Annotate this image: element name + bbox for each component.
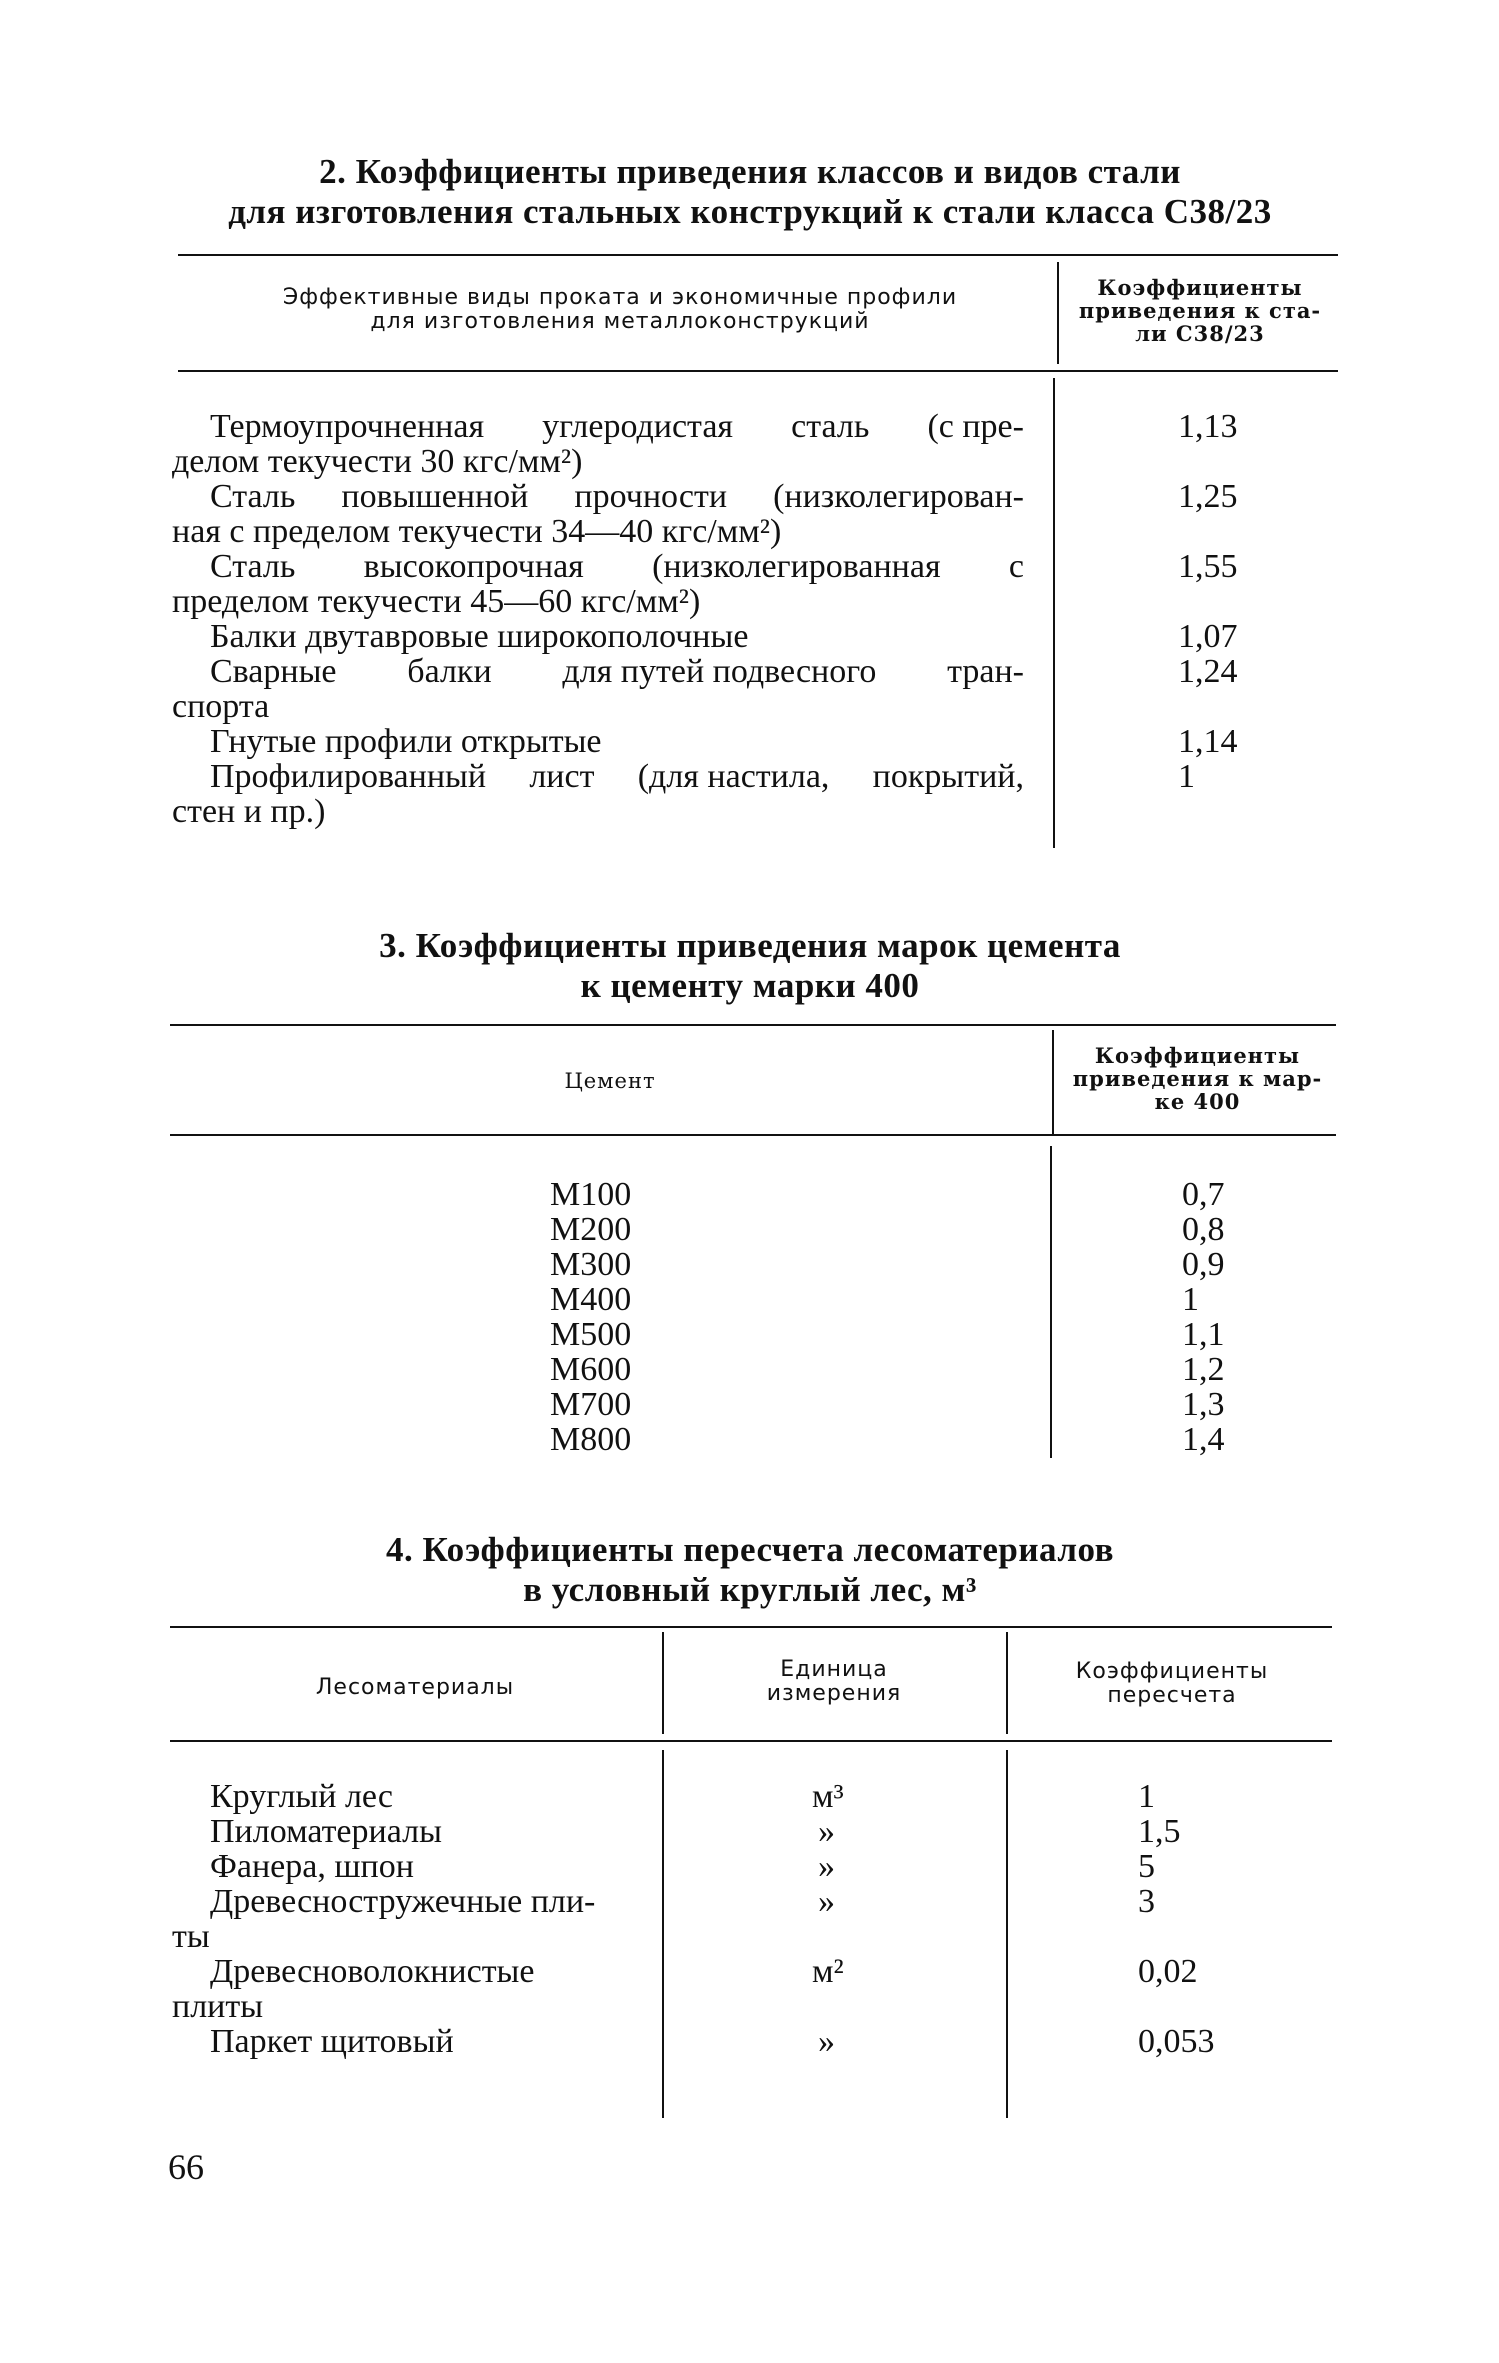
table3-caption-line2: к цементу марки 400 (580, 966, 920, 1005)
table3-value: 0,7 (1182, 1176, 1225, 1213)
table4-row: Паркет щитовый (210, 2023, 454, 2060)
table2-top-rule (178, 254, 1338, 256)
table3-body-divider (1050, 1146, 1052, 1458)
table2-value: 1,14 (1178, 723, 1238, 760)
table2-row: Балки двутавровые широкополочные (210, 618, 749, 655)
table2-header-col2-line1: Коэффициенты (1097, 275, 1303, 300)
table3-header-divider (1052, 1030, 1054, 1134)
table3-caption (170, 926, 1330, 1006)
table3-value: 1 (1182, 1281, 1199, 1318)
table4-header-col3-line2: пересчета (1107, 1683, 1237, 1708)
table4-unit: » (818, 2023, 835, 2060)
table3-top-rule (170, 1024, 1336, 1026)
page-number: 66 (168, 2147, 204, 2187)
table3-cement: М800 (550, 1421, 632, 1458)
table3-cement: М100 (550, 1176, 632, 1213)
table2-header-col2 (1060, 276, 1340, 345)
table4-caption-line2: в условный круглый лес, м³ (523, 1570, 977, 1609)
table4-value: 3 (1138, 1883, 1155, 1920)
table2-header-col2-line2: приведения к ста- (1078, 298, 1322, 323)
table3-header-rule (170, 1134, 1336, 1136)
table3-header-col2-line1: Коэффициенты (1094, 1043, 1301, 1068)
table4-value: 0,02 (1138, 1953, 1198, 1990)
table2-row: Сталь высокопрочная (низколегированная с пределом текучести 45—60 кгс/мм²) (172, 548, 1024, 620)
table3-cement: М600 (550, 1351, 632, 1388)
table2-caption (170, 152, 1330, 232)
table4-unit: м³ (812, 1778, 844, 1815)
table2-row: Сталь повышенной прочности (низколегирован- ная с пределом текучести 34—40 кгс/мм²) (172, 478, 1024, 550)
table3-header-col2 (1055, 1044, 1340, 1113)
table4-header-col3 (1008, 1660, 1336, 1708)
table4-material-column (172, 1779, 642, 2059)
table2-header-col1-line1: Эффективные виды проката и экономичные профили (282, 285, 958, 310)
table4-row: Круглый лес (210, 1778, 393, 1815)
table4-top-rule (170, 1626, 1332, 1628)
table2-header-col1-line2: для изготовления металлоконструкций (370, 309, 870, 334)
table2-value: 1,24 (1178, 653, 1238, 690)
table4-unit: м² (812, 1953, 844, 1990)
table3-cement: М200 (550, 1211, 632, 1248)
table2-value: 1,55 (1178, 548, 1238, 585)
table2-header-col2-line3: ли С38/23 (1135, 321, 1265, 346)
table2-header-col1 (180, 286, 1060, 334)
table4-caption-line1: 4. Коэффициенты пересчета лесоматериалов (386, 1530, 1114, 1569)
table2-row: Термоупрочненная углеродистая сталь (с пре- делом текучести 30 кгс/мм²) (172, 408, 1024, 480)
table3-header-col1: Цемент (564, 1069, 656, 1093)
table4-unit: » (818, 1848, 835, 1885)
table4-header-rule (170, 1740, 1332, 1742)
table4-header-col2-line1: Единица (780, 1657, 888, 1682)
table2-caption-line1: 2. Коэффициенты приведения классов и видов стали (319, 152, 1181, 191)
table2-body-divider (1053, 378, 1055, 848)
table4-header-divider-1 (662, 1632, 664, 1734)
table4-header-col2 (664, 1658, 1004, 1706)
table4-header-col3-line1: Коэффициенты (1075, 1659, 1269, 1684)
table2-row: Профилированный лист (для настила, покрытий, стен и пр.) (172, 758, 1024, 830)
table3-cement-column (550, 1177, 631, 1457)
table4-row: Фанера, шпон (210, 1848, 414, 1885)
table4-value: 1,5 (1138, 1813, 1181, 1850)
table3-header-col2-line2: приведения к мар- (1072, 1066, 1323, 1091)
table2-row: Гнутые профили открытые (210, 723, 602, 760)
table3-caption-line1: 3. Коэффициенты приведения марок цемента (379, 926, 1121, 965)
table4-unit: » (818, 1813, 835, 1850)
table3-value: 0,9 (1182, 1246, 1225, 1283)
table3-value-column (1182, 1177, 1225, 1457)
table3-cement: М300 (550, 1246, 632, 1283)
table4-header-col2-line2: измерения (766, 1681, 902, 1706)
table3-value: 1,4 (1182, 1421, 1225, 1458)
table4-unit: » (818, 1883, 835, 1920)
table2-value: 1,13 (1178, 408, 1238, 445)
table4-row: Древесностружечные пли- ты (172, 1883, 596, 1955)
table2-header-divider (1057, 262, 1059, 364)
table4-body-divider-1 (662, 1750, 664, 2118)
table4-value: 1 (1138, 1778, 1155, 1815)
table3-value: 0,8 (1182, 1211, 1225, 1248)
table2-value: 1 (1178, 758, 1195, 795)
table3-cement: М700 (550, 1386, 632, 1423)
table4-header-divider-2 (1006, 1632, 1008, 1734)
table3-value: 1,2 (1182, 1351, 1225, 1388)
table2-value: 1,07 (1178, 618, 1238, 655)
table4-value: 5 (1138, 1848, 1155, 1885)
table3-cement: М400 (550, 1281, 632, 1318)
table2-body (172, 409, 1024, 829)
table4-body-divider-2 (1006, 1750, 1008, 2118)
table4-row: Пиломатериалы (210, 1813, 442, 1850)
table2-caption-line2: для изготовления стальных конструкций к стали класса С38/23 (228, 192, 1272, 231)
table4-caption (170, 1530, 1330, 1610)
table3-value: 1,1 (1182, 1316, 1225, 1353)
table2-value: 1,25 (1178, 478, 1238, 515)
table2-header-rule (178, 370, 1338, 372)
table4-value: 0,053 (1138, 2023, 1215, 2060)
table3-cement: М500 (550, 1316, 632, 1353)
table3-header-col2-line3: ке 400 (1154, 1089, 1241, 1114)
table3-value: 1,3 (1182, 1386, 1225, 1423)
table2-row: Сварные балки для путей подвесного тран- спорта (172, 653, 1024, 725)
table4-row: Древесноволокнистые плиты (172, 1953, 535, 2025)
table4-header-col1: Лесоматериалы (315, 1675, 515, 1700)
